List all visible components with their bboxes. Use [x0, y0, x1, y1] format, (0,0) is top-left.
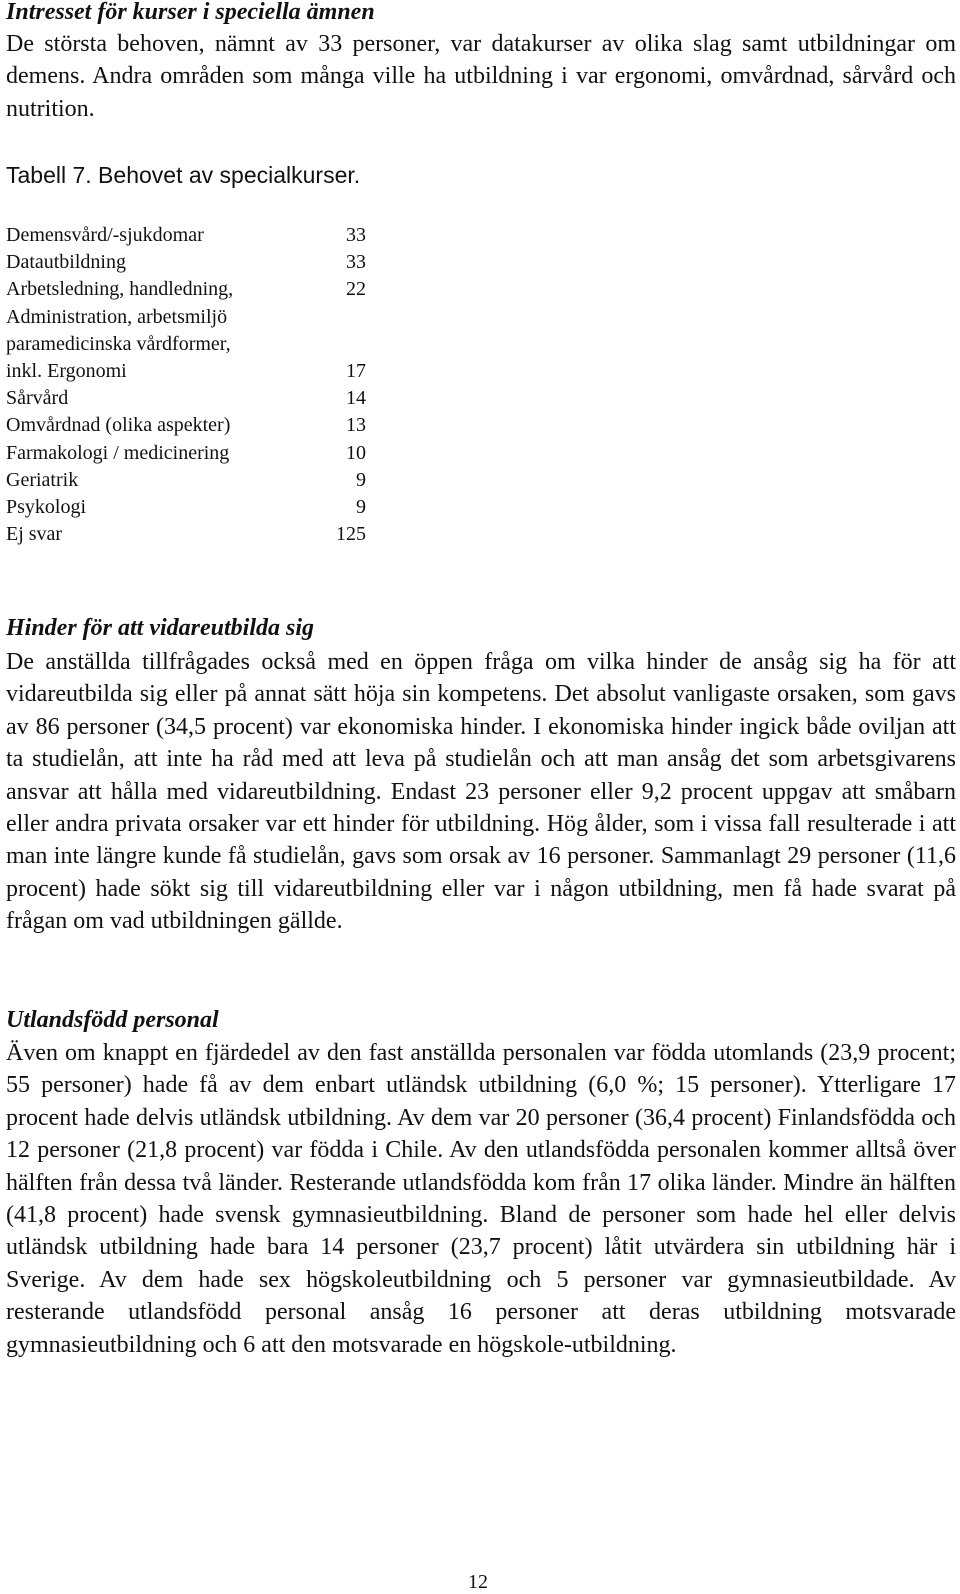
table-caption: Tabell 7. Behovet av specialkurser. — [6, 162, 361, 188]
row-value: 10 — [346, 441, 366, 464]
row-value: 125 — [336, 523, 366, 546]
table-row — [6, 494, 366, 521]
row-label: Ej svar — [6, 523, 63, 546]
table-row — [6, 440, 366, 467]
section-heading-courses: Intresset för kurser i speciella ämnen — [6, 0, 375, 25]
row-label: paramedicinska vårdformer, — [6, 332, 231, 355]
row-value: 33 — [346, 251, 366, 274]
row-value — [316, 331, 366, 358]
row-label: Demensvård/-sjukdomar — [6, 224, 204, 246]
row-label: Geriatrik — [6, 468, 79, 491]
table-row — [6, 358, 366, 385]
row-label: Sårvård — [6, 387, 69, 410]
table-row — [6, 521, 366, 548]
row-label: Farmakologi / medicinering — [6, 441, 230, 464]
row-label: Arbetsledning, handledning, — [6, 278, 234, 301]
row-value: 22 — [346, 278, 366, 301]
row-value — [316, 304, 366, 331]
table-row — [6, 276, 366, 303]
table-row — [6, 222, 366, 249]
row-value: 14 — [346, 387, 366, 410]
paragraph-courses: De största behoven, nämnt av 33 personer, var datakurser av olika slag samt utbildningar om demens. Andra områden som många ville ha utbildning i var ergonomi, omvårdnad, sårvård och nutrition. — [6, 31, 956, 122]
paragraph-foreign-born: Även om knappt en fjärdedel av den fast anställda personalen var födda utomlands (23,9 procent; 55 personer) hade få av dem enbart utländsk utbildning (6,0 %; 15 personer). Ytterligare 17 procent hade delvis utländsk utbildning. Av dem var 20 personer (36,4 procent) Finlandsfödda och 12 personer (21,8 procent) var födda i Chile. Av den utlandsfödda personalen kommer alltså över hälften från dessa två länder. Resterande utlandsfödda kom från 17 olika länder. Mindre än hälften (41,8 procent) hade svensk gymnasieutbildning. Bland de personer som hade hel eller delvis utländsk utbildning hade bara 14 personer (23,7 procent) låtit utvärdera sin utbildning här i Sverige. Av dem hade sex högskoleutbildning och 5 personer var gymnasieutbildade. Av resterande utlandsfödd personal ansåg 16 personer att deras utbildning motsvarade gymnasieutbildning och 6 att den motsvarade en högskole-utbildning. — [6, 1040, 956, 1358]
row-label: inkl. Ergonomi — [6, 359, 127, 382]
section-heading-foreign-born: Utlandsfödd personal — [6, 1007, 219, 1033]
row-value: 13 — [346, 414, 366, 437]
table-row — [6, 249, 366, 276]
row-label: Datautbildning — [6, 251, 126, 274]
table-row — [6, 467, 366, 494]
table-row — [6, 304, 366, 331]
paragraph-obstacles: De anställda tillfrågades också med en öppen fråga om vilka hinder de ansåg sig ha för att vidareutbilda sig eller på annat sätt höja sin kompetens. Det absolut vanligaste orsaken, som gavs av 86 personer (34,5 procent) var ekonomiska hinder. I ekonomiska hinder ingick både oviljan att ta studielån, att inte ha råd med att leva på studielån och att man ansåg det som arbetsgivarens ansvar att hålla med vidareutbildning. Endast 23 personer eller 9,2 procent uppgav att småbarn eller andra privata orsaker var ett hinder för utbildning. Hög ålder, som i vissa fall resulterade i att man inte längre kunde få studielån, gavs som orsak av 16 personer. Sammanlagt 29 personer (11,6 procent) hade sökt sig till vidareutbildning eller var i någon utbildning, men få hade svarat på frågan om vad utbildningen gällde. — [6, 649, 956, 935]
section-heading-obstacles: Hinder för att vidareutbilda sig — [6, 615, 315, 641]
specialkurser-table — [6, 222, 366, 548]
row-value: 9 — [356, 468, 366, 491]
row-label: Omvårdnad (olika aspekter) — [6, 414, 231, 437]
row-value: 9 — [356, 495, 366, 518]
table-row — [6, 385, 366, 412]
page-number: 12 — [468, 1571, 488, 1593]
row-label: Psykologi — [6, 495, 87, 518]
table-row — [6, 331, 366, 358]
row-label: Administration, arbetsmiljö — [6, 305, 228, 328]
row-value: 33 — [346, 224, 366, 246]
table-row — [6, 412, 366, 439]
row-value: 17 — [346, 359, 366, 382]
